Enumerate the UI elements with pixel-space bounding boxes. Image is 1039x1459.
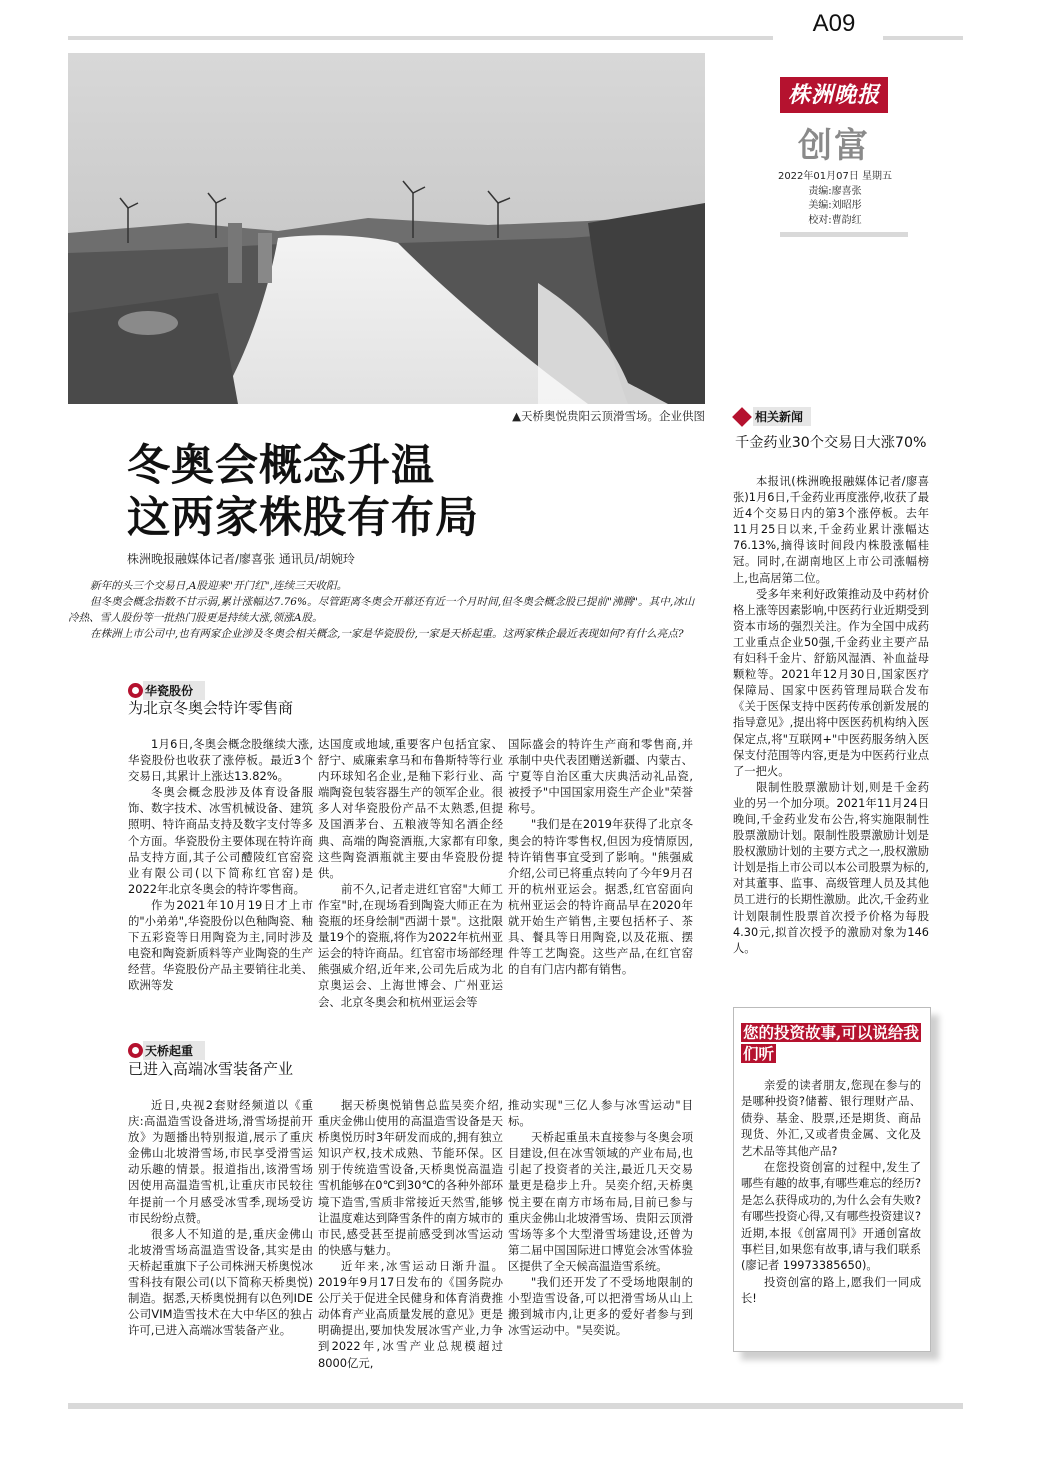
newspaper-logo: 株洲晚报 <box>780 77 888 113</box>
related-news-body <box>733 474 929 957</box>
lead-paragraph: 但冬奥会概念指数不甘示弱,累计涨幅达7.76%。尽管距离冬奥会开幕还有近一个月时间,但冬奥会概念股已提前"沸腾"。其中,冰山冷热、雪人股份等一批热门股更是持续大涨,领涨A股。 <box>68 596 695 624</box>
section-subhead-huaci: 为北京冬奥会特许零售商 <box>128 699 294 717</box>
article-paragraph: 前不久,记者走进红官窑"大师工作室"时,在现场看到陶瓷大师正在为瓷瓶的坯身绘制"西湖十景"。这批限量19个的瓷瓶,将作为2022年杭州亚运会的特许商品。红官窑市场部经理熊强威介绍,近年来,公司先后成为北京奥运会、上海世博会、广州亚运会、北京冬奥会和杭州亚运会等 <box>318 881 503 1009</box>
circle-bullet-icon <box>128 1043 143 1058</box>
lead-paragraph: 新年的头三个交易日,A股迎来"开门红",连续三天收阳。 <box>90 580 348 592</box>
section-tag-label: 天桥起重 <box>143 1041 205 1060</box>
article-byline: 株洲晚报融媒体记者/廖喜张 通讯员/胡婉玲 <box>127 552 355 566</box>
promo-paragraph: 投资创富的路上,愿我们一同成长! <box>741 1275 921 1306</box>
top-rule-left <box>68 36 773 40</box>
art-editor-credit: 美编:刘昭彤 <box>808 200 862 211</box>
article-paragraph: 推动实现"三亿人参与冰雪运动"目标。 <box>508 1098 693 1129</box>
article-paragraph: 冬奥会概念股涉及体育设备服饰、数字技术、冰雪机械设备、建筑照明、特许商品支持及数字支付等多个方面。华瓷股份主要体现在特许商品支持方面,其子公司醴陵红官窑瓷业有限公司(以下简称红官窑)是2022年北京冬奥会的特许零售商。 <box>128 785 313 896</box>
article-paragraph: 天桥起重虽未直接参与冬奥会项目建设,但在冰雪领域的产业布局,也引起了投资者的关注,最近几天交易量更是稳步上升。吴奕介绍,天桥奥悦主要在南方市场布局,目前已参与重庆金佛山北坡滑雪场、贵阳云顶滑雪场等多个大型滑雪场建设,还曾为第二届中国国际进口博览会冰雪体验区提供了全天候高温造雪系统。 <box>508 1130 693 1273</box>
promo-paragraph: 亲爱的读者朋友,您现在参与的是哪种投资?储蓄、银行理财产品、债券、基金、股票,还是期货、商品现货、外汇,又或者贵金属、文化及艺术品等其他产品? <box>741 1079 921 1158</box>
bottom-rule <box>68 1403 963 1409</box>
article-paragraph: 达国度或地域,重要客户包括宜家、舒宁、威廉索拿马和布鲁斯特等行业内环球知名企业,是釉下彩行业、高端陶瓷包装容器生产的领军企业。很多人对华瓷股份产品不太熟悉,但提及国酒茅台、五粮液等知名酒企经典、高端的陶瓷酒瓶,大家都有印象,这些陶瓷酒瓶就主要由华瓷股份提供。 <box>318 737 503 880</box>
proofreader-credit: 校对:曹韵红 <box>808 214 862 226</box>
lead-paragraph: 在株洲上市公司中,也有两家企业涉及冬奥会相关概念,一家是华瓷股份,一家是天桥起重。这两家株企最近表现如何?有什么亮点? <box>90 628 684 640</box>
ski-resort-photo <box>68 53 705 404</box>
article-paragraph: "我们是在2019年获得了北京冬奥会的特许零售权,但因为疫情原因,特许销售事宜受到了影响。"熊强威介绍,公司已将重点转向了今年9月召开的杭州亚运会。据悉,红官窑面向杭州亚运会的特许商品早在2020年就开始生产销售,主要包括杯子、茶具、餐具等日用陶瓷,以及花瓶、摆件等工艺陶瓷。这些产品,在红官窑的自有门店内都有销售。 <box>508 817 693 977</box>
article-headline <box>127 440 479 544</box>
article-lead <box>68 578 703 642</box>
article-paragraph: 作为2021年10月19日才上市的"小弟弟",华瓷股份以色釉陶瓷、釉下五彩瓷等日用陶瓷为主,同时涉及电瓷和陶瓷新质料等产业陶瓷的生产经营。华瓷股份产品主要销往北美、欧洲等发 <box>128 897 313 993</box>
headline-line-1: 冬奥会概念升温 <box>127 441 435 491</box>
article-column <box>318 736 503 1010</box>
circle-bullet-icon <box>128 683 143 698</box>
photo-caption: ▲天桥奥悦贵阳云顶滑雪场。企业供图 <box>512 409 705 423</box>
article-paragraph: 很多人不知道的是,重庆金佛山北坡滑雪场高温造雪设备,其实是由天桥起重旗下子公司株洲天桥奥悦冰雪科技有限公司(以下简称天桥奥悦)制造。据悉,天桥奥悦拥有以色列IDE公司VIM造雪技术在大中华区的独占许可,已进入高端冰雪装备产业。 <box>128 1226 313 1338</box>
issue-meta <box>775 170 895 228</box>
article-column <box>128 736 313 994</box>
promo-title <box>741 1022 921 1064</box>
article-paragraph: 近年来,冰雪运动日渐升温。2019年9月17日发布的《国务院办公厅关于促进全民健身和体育消费推动体育产业高质量发展的意见》更是明确提出,要加快发展冰雪产业,力争到2022年,冰雪产业总规模超过8000亿元, <box>318 1258 503 1370</box>
page-number: A09 <box>812 10 856 37</box>
related-news-title: 千金药业30个交易日大涨70% <box>735 435 927 451</box>
related-news-label: 相关新闻 <box>753 407 811 426</box>
section-tag-label: 华瓷股份 <box>143 681 205 700</box>
promo-title-text: 您的投资故事,可以说给我们听 <box>743 1023 919 1063</box>
section-title: 创富 <box>798 126 870 166</box>
article-paragraph: 据天桥奥悦销售总监吴奕介绍,重庆金佛山使用的高温造雪设备是天桥奥悦历时3年研发而成的,拥有独立知识产权,技术成熟、节能环保。区别于传统造雪设备,天桥奥悦高温造雪机能够在0℃到30℃的各种外部环境下造雪,雪质非常接近天然雪,能够让温度难达到降雪条件的南方城市的市民,感受甚至提前感受到冰雪运动的快感与魅力。 <box>318 1098 503 1257</box>
headline-line-2: 这两家株股有布局 <box>127 493 479 543</box>
article-column <box>318 1097 503 1371</box>
editor-credit: 责编:廖喜张 <box>808 185 862 197</box>
related-paragraph: 受多年来利好政策推动及中药材价格上涨等因素影响,中医药行业近期受到资本市场的强烈关注。作为全国中成药工业重点企业50强,千金药业主要产品有妇科千金片、舒筋风湿酒、补血益母颗粒等。2021年12月30日,国家医疗保障局、国家中医药管理局联合发布《关于医保支持中医药传承创新发展的指导意见》,提出将中医医药机构纳入医保定点,将"互联网+"中医药服务纳入医保支付范围等内容,更是为中医药行业点了一把火。 <box>733 587 929 778</box>
article-paragraph: 1月6日,冬奥会概念股继续大涨,华瓷股份也收获了涨停板。最近3个交易日,其累计上涨达13.82%。 <box>128 737 313 784</box>
section-subhead-tianqiao: 已进入高端冰雪装备产业 <box>128 1060 294 1078</box>
article-column <box>508 736 693 977</box>
article-column <box>128 1097 313 1338</box>
related-paragraph: 限制性股票激励计划,则是千金药业的另一个加分项。2021年11月24日晚间,千金药业发布公告,将实施限制性股票激励计划。限制性股票激励计划是股权激励计划的主要方式之一,股权激励计划是指上市公司以本公司股票为标的,对其董事、监事、高级管理人员及其他员工进行的长期性激励。此次,千金药业计划限制性股票首次授予价格为每股4.30元,拟首次授予的激励对象为146人。 <box>733 780 929 955</box>
diamond-bullet-icon <box>732 407 752 427</box>
promo-paragraph: 在您投资创富的过程中,发生了哪些有趣的故事,有哪些难忘的经历?是怎么获得成功的,为什么会有失败?有哪些投资心得,又有哪些投资建议?近期,本报《创富周刊》开通创富故事栏目,如果您有故事,请与我们联系(廖记者 19973385650)。 <box>741 1161 921 1273</box>
issue-date: 2022年01月07日 星期五 <box>777 171 893 182</box>
related-paragraph: 本报讯(株洲晚报融媒体记者/廖喜张)1月6日,千金药业再度涨停,收获了最近4个交易日内的第3个涨停板。去年11月25日以来,千金药业累计涨幅达76.13%,摘得该时间段内株股涨幅桂冠。同时,在湖南地区上市公司涨幅榜上,也高居第二位。 <box>733 475 929 585</box>
top-rule-right <box>883 36 963 40</box>
article-paragraph: 国际盛会的特许生产商和零售商,并承制中央代表团赠送新疆、内蒙古、宁夏等自治区重大庆典活动礼品瓷,被授予"中国国家用瓷生产企业"荣誉称号。 <box>508 737 693 816</box>
promo-body <box>741 1078 921 1308</box>
article-paragraph: "我们还开发了不受场地限制的小型造雪设备,可以把滑雪场从山上搬到城市内,让更多的爱好者参与到冰雪运动中。"吴奕说。 <box>508 1275 693 1338</box>
related-news-tag <box>735 407 811 426</box>
masthead-rule <box>780 232 908 237</box>
article-paragraph: 近日,央视2套财经频道以《重庆:高温造雪设备进场,滑雪场提前开放》为题播出特别报道,展示了重庆金佛山北坡滑雪场,市民享受滑雪运动乐趣的情景。报道指出,该滑雪场因使用高温造雪机,让重庆市民较往年提前一个月感受冰雪季,现场受访市民纷纷点赞。 <box>128 1098 313 1225</box>
article-column <box>508 1097 693 1338</box>
